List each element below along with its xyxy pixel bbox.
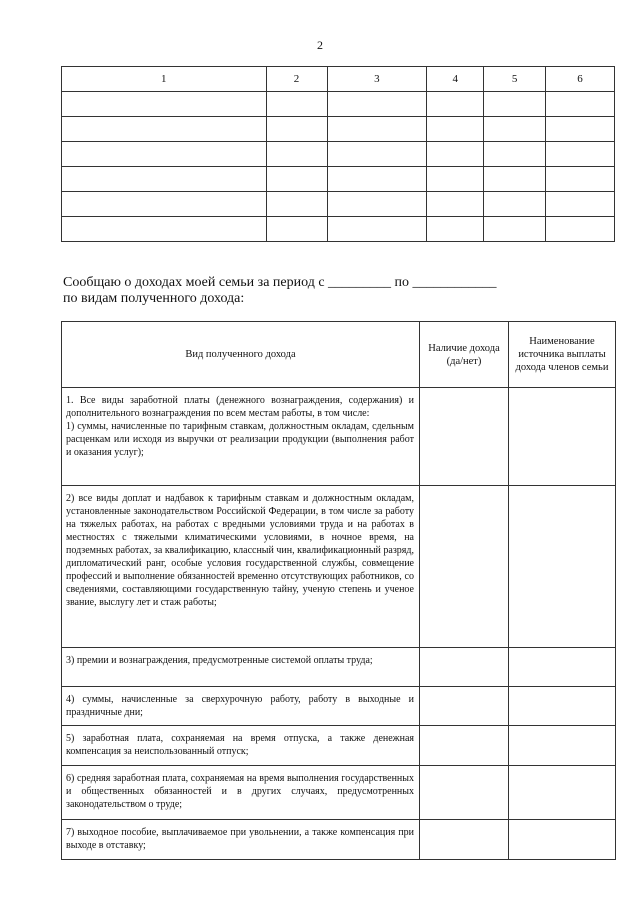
table-cell[interactable] [546,117,615,142]
table-cell[interactable] [62,192,267,217]
table-row [62,92,615,117]
income-type-cell: 2) все виды доплат и надбавок к тарифным ставкам и должностным окладам, установленные законодательством Российской Федерации, в том числе за работу на тяжелых работах, на работах с вредными условиями труда и на работах в местностях с тяжелыми климатическими условиями, в ночное время, на подземных работах, за квалификацию, классный чин, квалификационный разряд, дипломатический ранг, особые условия государственной службы, совмещение профессий и выполнение обязанностей временно отсутствующих работников, со сведениями, составляющими государственную тайну, ученую степень и ученое звание, выслугу лет и стаж работы; [62,486,420,648]
table-cell[interactable] [327,192,427,217]
income-type-cell: 5) заработная плата, сохраняемая на время отпуска, а также денежная компенсация за неиспользованный отпуск; [62,726,420,766]
top-table-header-cell: 4 [427,67,484,92]
intro-text [63,275,497,307]
income-type-cell: 3) премии и вознаграждения, предусмотренные системой оплаты труда; [62,648,420,687]
table-cell[interactable] [484,117,546,142]
page-number: 2 [317,38,323,52]
table-cell[interactable] [62,117,267,142]
source-cell[interactable] [509,687,616,726]
table-cell[interactable] [484,192,546,217]
source-cell[interactable] [509,486,616,648]
table-cell[interactable] [546,167,615,192]
income-type-cell: 4) суммы, начисленные за сверхурочную работу, работу в выходные и праздничные дни; [62,687,420,726]
source-cell[interactable] [509,648,616,687]
table-row [62,217,615,242]
table-cell[interactable] [546,92,615,117]
source-cell[interactable] [509,766,616,820]
source-cell[interactable] [509,820,616,860]
table-cell[interactable] [62,92,267,117]
table-row [62,687,616,726]
table-cell[interactable] [327,92,427,117]
income-type-text: 1) суммы, начисленные по тарифным ставкам, должностным окладам, сдельным расценкам или исходя из выручки от реализации продукции (выполнения работ и оказания услуг); [66,421,414,458]
presence-cell[interactable] [420,687,509,726]
top-table [61,66,615,242]
table-cell[interactable] [427,117,484,142]
table-cell[interactable] [484,167,546,192]
presence-cell[interactable] [420,820,509,860]
table-row [62,142,615,167]
table-cell[interactable] [327,117,427,142]
table-row [62,192,615,217]
source-cell[interactable] [509,726,616,766]
income-table-header-row [62,322,616,388]
header-income-type: Вид полученного дохода [62,322,420,388]
top-table-header-cell: 3 [327,67,427,92]
table-cell[interactable] [427,167,484,192]
table-cell[interactable] [546,142,615,167]
table-cell[interactable] [266,217,327,242]
presence-cell[interactable] [420,766,509,820]
presence-cell[interactable] [420,388,509,486]
table-cell[interactable] [484,142,546,167]
table-cell[interactable] [427,142,484,167]
intro-line-2: по видам полученного дохода: [63,291,245,306]
table-cell[interactable] [546,192,615,217]
table-cell[interactable] [484,217,546,242]
income-type-text: 1. Все виды заработной платы (денежного вознаграждения, содержания) и дополнительного вознаграждения по всем местам работы, в том числе: [66,395,414,419]
table-cell[interactable] [62,217,267,242]
table-cell[interactable] [266,142,327,167]
presence-cell[interactable] [420,486,509,648]
top-table-header-cell: 2 [266,67,327,92]
top-table-header-cell: 6 [546,67,615,92]
table-cell[interactable] [266,192,327,217]
top-table-header-cell: 1 [62,67,267,92]
table-row [62,167,615,192]
table-cell[interactable] [62,142,267,167]
table-cell[interactable] [427,217,484,242]
top-table-header-row [62,67,615,92]
table-row [62,726,616,766]
income-type-cell [62,388,420,486]
table-cell[interactable] [427,92,484,117]
income-type-cell: 7) выходное пособие, выплачиваемое при увольнении, а также компенсация при выходе в отставку; [62,820,420,860]
table-cell[interactable] [427,192,484,217]
table-cell[interactable] [62,167,267,192]
presence-cell[interactable] [420,648,509,687]
table-cell[interactable] [327,142,427,167]
table-cell[interactable] [327,167,427,192]
header-income-source: Наименование источника выплаты дохода членов семьи [509,322,616,388]
table-cell[interactable] [266,92,327,117]
table-cell[interactable] [484,92,546,117]
source-cell[interactable] [509,388,616,486]
table-cell[interactable] [266,117,327,142]
table-cell[interactable] [327,217,427,242]
intro-line-1: Сообщаю о доходах моей семьи за период с _________ по ____________ [63,275,497,290]
table-row [62,388,616,486]
top-table-header-cell: 5 [484,67,546,92]
presence-cell[interactable] [420,726,509,766]
income-table [61,321,616,860]
table-row [62,117,615,142]
header-income-presence: Наличие дохода (да/нет) [420,322,509,388]
table-row [62,766,616,820]
table-cell[interactable] [546,217,615,242]
table-cell[interactable] [266,167,327,192]
table-row [62,486,616,648]
income-type-cell: 6) средняя заработная плата, сохраняемая на время выполнения государственных и общественных обязанностей и в других случаях, предусмотренных законодательством о труде; [62,766,420,820]
table-row [62,648,616,687]
table-row [62,820,616,860]
